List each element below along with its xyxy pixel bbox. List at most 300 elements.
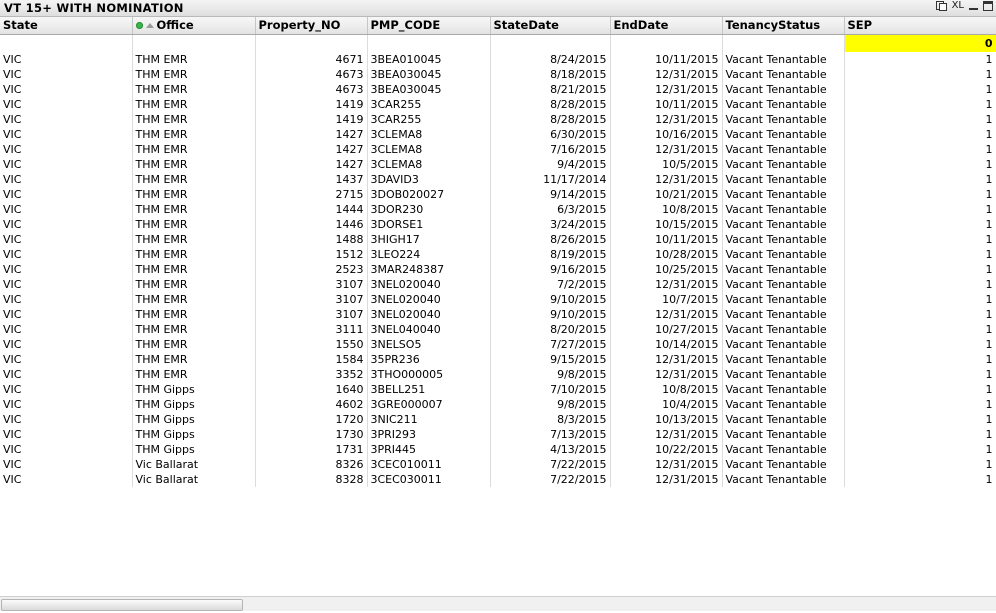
cell-pmp-code: 3HIGH17 (367, 232, 490, 247)
cell-enddate: 10/27/2015 (610, 322, 722, 337)
table-row[interactable] (0, 472, 996, 487)
column-header-pmp-code-label: PMP_CODE (370, 18, 441, 32)
table-row[interactable] (0, 397, 996, 412)
cell-enddate: 12/31/2015 (610, 277, 722, 292)
cell-state: VIC (0, 187, 132, 202)
cell-tenancystatus: Vacant Tenantable (722, 397, 844, 412)
cell-pmp-code: 3CLEMA8 (367, 127, 490, 142)
cell-pmp-code: 3CEC030011 (367, 472, 490, 487)
table-row[interactable] (0, 277, 996, 292)
cell-pmp-code: 3NEL020040 (367, 277, 490, 292)
cell-enddate: 10/25/2015 (610, 262, 722, 277)
cell-sep: 1 (844, 232, 996, 247)
cell-tenancystatus: Vacant Tenantable (722, 412, 844, 427)
cell-office: THM Gipps (132, 442, 255, 457)
cell-tenancystatus: Vacant Tenantable (722, 97, 844, 112)
cell-tenancystatus: Vacant Tenantable (722, 292, 844, 307)
cell-pmp-code: 3NEL020040 (367, 292, 490, 307)
cell-pmp-code: 3CLEMA8 (367, 142, 490, 157)
cell-pmp-code: 3PRI445 (367, 442, 490, 457)
cell-pmp-code: 3MAR248387 (367, 262, 490, 277)
cell-property-no: 4673 (255, 82, 367, 97)
cell-property-no: 3107 (255, 307, 367, 322)
table-row[interactable] (0, 427, 996, 442)
cell-pmp-code: 3PRI293 (367, 427, 490, 442)
cell-property-no: 1419 (255, 97, 367, 112)
cell-statedate: 8/26/2015 (490, 232, 610, 247)
cell-state: VIC (0, 67, 132, 82)
maximize-glyph (983, 1, 993, 11)
total-enddate-cell (610, 35, 722, 53)
cell-statedate: 7/16/2015 (490, 142, 610, 157)
column-header-enddate-label: EndDate (613, 18, 669, 32)
cell-state: VIC (0, 97, 132, 112)
cell-tenancystatus: Vacant Tenantable (722, 247, 844, 262)
cell-tenancystatus: Vacant Tenantable (722, 307, 844, 322)
cell-pmp-code: 3NELSO5 (367, 337, 490, 352)
cell-enddate: 10/11/2015 (610, 52, 722, 67)
cell-sep: 1 (844, 67, 996, 82)
table-row[interactable] (0, 382, 996, 397)
cell-state: VIC (0, 52, 132, 67)
cell-tenancystatus: Vacant Tenantable (722, 187, 844, 202)
column-header-office[interactable] (132, 17, 255, 35)
cell-enddate: 12/31/2015 (610, 307, 722, 322)
cell-office: THM EMR (132, 337, 255, 352)
cell-statedate: 9/16/2015 (490, 262, 610, 277)
cell-property-no: 3107 (255, 292, 367, 307)
cell-enddate: 12/31/2015 (610, 472, 722, 487)
cell-tenancystatus: Vacant Tenantable (722, 337, 844, 352)
cell-office: THM EMR (132, 247, 255, 262)
window-controls (936, 1, 993, 11)
horizontal-scrollbar[interactable] (0, 596, 996, 611)
cell-sep: 1 (844, 307, 996, 322)
header-row (0, 17, 996, 35)
cell-pmp-code: 3CEC010011 (367, 457, 490, 472)
column-header-tenancystatus[interactable] (722, 17, 844, 35)
cell-sep: 1 (844, 277, 996, 292)
table-row[interactable] (0, 172, 996, 187)
restore-window-glyph (936, 1, 947, 11)
cell-state: VIC (0, 142, 132, 157)
table-row[interactable] (0, 67, 996, 82)
cell-pmp-code: 3NEL020040 (367, 307, 490, 322)
cell-office: THM EMR (132, 262, 255, 277)
column-header-property-no-label: Property_NO (258, 18, 341, 32)
cell-office: THM EMR (132, 352, 255, 367)
cell-state: VIC (0, 292, 132, 307)
cell-office: THM EMR (132, 202, 255, 217)
cell-statedate: 8/21/2015 (490, 82, 610, 97)
cell-statedate: 6/30/2015 (490, 127, 610, 142)
cell-office: Vic Ballarat (132, 472, 255, 487)
cell-enddate: 12/31/2015 (610, 172, 722, 187)
cell-tenancystatus: Vacant Tenantable (722, 352, 844, 367)
table-row[interactable] (0, 262, 996, 277)
cell-state: VIC (0, 367, 132, 382)
cell-office: THM EMR (132, 127, 255, 142)
cell-property-no: 3107 (255, 277, 367, 292)
cell-statedate: 7/10/2015 (490, 382, 610, 397)
table-row[interactable] (0, 442, 996, 457)
cell-tenancystatus: Vacant Tenantable (722, 112, 844, 127)
table-row[interactable] (0, 97, 996, 112)
cell-state: VIC (0, 202, 132, 217)
cell-property-no: 1720 (255, 412, 367, 427)
cell-enddate: 10/4/2015 (610, 397, 722, 412)
cell-property-no: 1419 (255, 112, 367, 127)
cell-office: THM Gipps (132, 412, 255, 427)
cell-state: VIC (0, 127, 132, 142)
cell-statedate: 8/28/2015 (490, 97, 610, 112)
cell-sep: 1 (844, 217, 996, 232)
column-header-sep-label: SEP (847, 18, 873, 32)
table-row[interactable] (0, 112, 996, 127)
cell-office: THM EMR (132, 232, 255, 247)
column-header-statedate-label: StateDate (493, 18, 559, 32)
cell-pmp-code: 3BEA010045 (367, 52, 490, 67)
column-header-state[interactable] (0, 17, 132, 35)
cell-sep: 1 (844, 112, 996, 127)
cell-property-no: 3111 (255, 322, 367, 337)
cell-sep: 1 (844, 142, 996, 157)
cell-enddate: 10/14/2015 (610, 337, 722, 352)
cell-pmp-code: 3CLEMA8 (367, 157, 490, 172)
cell-office: THM EMR (132, 322, 255, 337)
cell-tenancystatus: Vacant Tenantable (722, 232, 844, 247)
cell-property-no: 1550 (255, 337, 367, 352)
cell-tenancystatus: Vacant Tenantable (722, 262, 844, 277)
sort-ascending-icon (146, 23, 154, 28)
cell-pmp-code: 3NIC211 (367, 412, 490, 427)
cell-tenancystatus: Vacant Tenantable (722, 172, 844, 187)
cell-property-no: 8326 (255, 457, 367, 472)
cell-state: VIC (0, 247, 132, 262)
cell-office: THM EMR (132, 112, 255, 127)
cell-statedate: 8/18/2015 (490, 67, 610, 82)
cell-tenancystatus: Vacant Tenantable (722, 67, 844, 82)
total-sep-cell: 0 (844, 35, 996, 53)
report-grid-container[interactable] (0, 17, 996, 611)
total-property-no-cell (255, 35, 367, 53)
cell-sep: 1 (844, 457, 996, 472)
cell-enddate: 12/31/2015 (610, 142, 722, 157)
total-pmp-code-cell (367, 35, 490, 53)
cell-property-no: 4602 (255, 397, 367, 412)
cell-sep: 1 (844, 262, 996, 277)
cell-statedate: 4/13/2015 (490, 442, 610, 457)
table-row[interactable] (0, 352, 996, 367)
cell-office: THM Gipps (132, 382, 255, 397)
cell-pmp-code: 35PR236 (367, 352, 490, 367)
cell-tenancystatus: Vacant Tenantable (722, 217, 844, 232)
cell-sep: 1 (844, 127, 996, 142)
cell-property-no: 1444 (255, 202, 367, 217)
cell-tenancystatus: Vacant Tenantable (722, 82, 844, 97)
cell-statedate: 11/17/2014 (490, 172, 610, 187)
cell-statedate: 7/13/2015 (490, 427, 610, 442)
cell-property-no: 2715 (255, 187, 367, 202)
cell-sep: 1 (844, 382, 996, 397)
cell-enddate: 12/31/2015 (610, 112, 722, 127)
cell-enddate: 10/5/2015 (610, 157, 722, 172)
cell-enddate: 10/21/2015 (610, 187, 722, 202)
cell-property-no: 1512 (255, 247, 367, 262)
cell-enddate: 10/11/2015 (610, 232, 722, 247)
cell-state: VIC (0, 262, 132, 277)
table-row[interactable] (0, 187, 996, 202)
cell-sep: 1 (844, 322, 996, 337)
column-header-tenancystatus-label: TenancyStatus (725, 18, 821, 32)
cell-enddate: 12/31/2015 (610, 457, 722, 472)
cell-statedate: 9/8/2015 (490, 367, 610, 382)
table-row[interactable] (0, 322, 996, 337)
cell-tenancystatus: Vacant Tenantable (722, 382, 844, 397)
cell-sep: 1 (844, 427, 996, 442)
column-header-property-no[interactable] (255, 17, 367, 35)
table-row[interactable] (0, 52, 996, 67)
cell-state: VIC (0, 112, 132, 127)
cell-state: VIC (0, 427, 132, 442)
column-header-state-label: State (3, 18, 38, 32)
cell-office: THM Gipps (132, 427, 255, 442)
cell-sep: 1 (844, 172, 996, 187)
cell-tenancystatus: Vacant Tenantable (722, 367, 844, 382)
cell-state: VIC (0, 217, 132, 232)
cell-property-no: 4671 (255, 52, 367, 67)
cell-pmp-code: 3BELL251 (367, 382, 490, 397)
cell-office: THM EMR (132, 217, 255, 232)
cell-statedate: 8/3/2015 (490, 412, 610, 427)
cell-office: THM EMR (132, 52, 255, 67)
cell-enddate: 12/31/2015 (610, 427, 722, 442)
minimize-glyph (969, 1, 978, 11)
cell-enddate: 10/8/2015 (610, 382, 722, 397)
cell-enddate: 12/31/2015 (610, 352, 722, 367)
cell-statedate: 8/28/2015 (490, 112, 610, 127)
cell-pmp-code: 3CAR255 (367, 112, 490, 127)
cell-tenancystatus: Vacant Tenantable (722, 427, 844, 442)
cell-office: THM EMR (132, 67, 255, 82)
cell-tenancystatus: Vacant Tenantable (722, 442, 844, 457)
horizontal-scrollbar-thumb[interactable] (1, 599, 243, 611)
cell-statedate: 7/2/2015 (490, 277, 610, 292)
cell-office: THM EMR (132, 142, 255, 157)
total-statedate-cell (490, 35, 610, 53)
cell-office: THM EMR (132, 172, 255, 187)
cell-pmp-code: 3CAR255 (367, 97, 490, 112)
cell-sep: 1 (844, 337, 996, 352)
cell-tenancystatus: Vacant Tenantable (722, 277, 844, 292)
table-row[interactable] (0, 457, 996, 472)
cell-state: VIC (0, 382, 132, 397)
table-row[interactable] (0, 127, 996, 142)
cell-state: VIC (0, 307, 132, 322)
cell-statedate: 8/19/2015 (490, 247, 610, 262)
window-title: VT 15+ WITH NOMINATION (4, 1, 184, 15)
cell-sep: 1 (844, 82, 996, 97)
cell-office: THM EMR (132, 307, 255, 322)
cell-tenancystatus: Vacant Tenantable (722, 127, 844, 142)
column-header-office-label: Office (156, 18, 194, 32)
cell-state: VIC (0, 472, 132, 487)
table-row[interactable] (0, 412, 996, 427)
column-header-sep[interactable] (844, 17, 996, 35)
cell-property-no: 1427 (255, 142, 367, 157)
cell-office: THM EMR (132, 367, 255, 382)
table-row[interactable] (0, 367, 996, 382)
cell-statedate: 7/22/2015 (490, 472, 610, 487)
cell-office: Vic Ballarat (132, 457, 255, 472)
table-body (0, 35, 996, 488)
report-table (0, 17, 996, 487)
cell-property-no: 1427 (255, 127, 367, 142)
cell-property-no: 3352 (255, 367, 367, 382)
cell-property-no: 1731 (255, 442, 367, 457)
cell-statedate: 9/14/2015 (490, 187, 610, 202)
window-titlebar (0, 0, 996, 17)
cell-state: VIC (0, 232, 132, 247)
column-header-pmp-code[interactable] (367, 17, 490, 35)
cell-pmp-code: 3BEA030045 (367, 67, 490, 82)
cell-statedate: 9/10/2015 (490, 307, 610, 322)
maximize-icon[interactable] (983, 1, 993, 11)
cell-office: THM EMR (132, 97, 255, 112)
cell-sep: 1 (844, 397, 996, 412)
table-row[interactable] (0, 247, 996, 262)
table-row[interactable] (0, 157, 996, 172)
cell-statedate: 9/10/2015 (490, 292, 610, 307)
cell-property-no: 1584 (255, 352, 367, 367)
cell-property-no: 1488 (255, 232, 367, 247)
cell-tenancystatus: Vacant Tenantable (722, 142, 844, 157)
table-row[interactable] (0, 142, 996, 157)
table-row[interactable] (0, 202, 996, 217)
cell-statedate: 9/15/2015 (490, 352, 610, 367)
cell-sep: 1 (844, 352, 996, 367)
cell-state: VIC (0, 457, 132, 472)
total-row (0, 35, 996, 53)
cell-tenancystatus: Vacant Tenantable (722, 322, 844, 337)
cell-state: VIC (0, 412, 132, 427)
cell-office: THM EMR (132, 277, 255, 292)
cell-tenancystatus: Vacant Tenantable (722, 472, 844, 487)
cell-property-no: 4673 (255, 67, 367, 82)
table-row[interactable] (0, 82, 996, 97)
cell-sep: 1 (844, 52, 996, 67)
table-row[interactable] (0, 292, 996, 307)
cell-office: THM EMR (132, 157, 255, 172)
cell-office: THM Gipps (132, 397, 255, 412)
cell-state: VIC (0, 172, 132, 187)
cell-tenancystatus: Vacant Tenantable (722, 202, 844, 217)
cell-enddate: 10/8/2015 (610, 202, 722, 217)
cell-property-no: 1640 (255, 382, 367, 397)
cell-pmp-code: 3NEL040040 (367, 322, 490, 337)
cell-tenancystatus: Vacant Tenantable (722, 52, 844, 67)
table-row[interactable] (0, 337, 996, 352)
cell-pmp-code: 3DAVID3 (367, 172, 490, 187)
export-excel-icon[interactable]: XL (951, 0, 964, 11)
cell-sep: 1 (844, 247, 996, 262)
cell-state: VIC (0, 442, 132, 457)
cell-pmp-code: 3LEO224 (367, 247, 490, 262)
total-office-cell (132, 35, 255, 53)
cell-property-no: 1446 (255, 217, 367, 232)
table-header (0, 17, 996, 35)
cell-enddate: 12/31/2015 (610, 367, 722, 382)
cell-statedate: 9/8/2015 (490, 397, 610, 412)
cell-office: THM EMR (132, 292, 255, 307)
cell-property-no: 2523 (255, 262, 367, 277)
cell-sep: 1 (844, 442, 996, 457)
cell-office: THM EMR (132, 187, 255, 202)
sort-active-indicator-icon (136, 22, 143, 29)
column-header-enddate[interactable] (610, 17, 722, 35)
cell-tenancystatus: Vacant Tenantable (722, 457, 844, 472)
cell-state: VIC (0, 397, 132, 412)
cell-sep: 1 (844, 97, 996, 112)
cell-sep: 1 (844, 292, 996, 307)
cell-property-no: 1437 (255, 172, 367, 187)
table-row[interactable] (0, 232, 996, 247)
cell-state: VIC (0, 157, 132, 172)
cell-pmp-code: 3DOR230 (367, 202, 490, 217)
cell-enddate: 10/22/2015 (610, 442, 722, 457)
cell-pmp-code: 3DOB020027 (367, 187, 490, 202)
cell-state: VIC (0, 82, 132, 97)
table-row[interactable] (0, 217, 996, 232)
column-header-statedate[interactable] (490, 17, 610, 35)
cell-pmp-code: 3BEA030045 (367, 82, 490, 97)
cell-statedate: 9/4/2015 (490, 157, 610, 172)
cell-sep: 1 (844, 412, 996, 427)
cell-statedate: 6/3/2015 (490, 202, 610, 217)
minimize-icon[interactable] (969, 1, 978, 11)
cell-statedate: 7/22/2015 (490, 457, 610, 472)
cell-enddate: 10/16/2015 (610, 127, 722, 142)
cell-sep: 1 (844, 187, 996, 202)
cell-statedate: 8/24/2015 (490, 52, 610, 67)
cell-state: VIC (0, 337, 132, 352)
cell-enddate: 12/31/2015 (610, 67, 722, 82)
cell-sep: 1 (844, 472, 996, 487)
cell-statedate: 3/24/2015 (490, 217, 610, 232)
cell-pmp-code: 3GRE000007 (367, 397, 490, 412)
cell-enddate: 10/11/2015 (610, 97, 722, 112)
cell-enddate: 10/13/2015 (610, 412, 722, 427)
cell-statedate: 8/20/2015 (490, 322, 610, 337)
table-row[interactable] (0, 307, 996, 322)
cell-property-no: 1730 (255, 427, 367, 442)
cell-enddate: 10/15/2015 (610, 217, 722, 232)
cell-property-no: 1427 (255, 157, 367, 172)
cell-enddate: 10/7/2015 (610, 292, 722, 307)
cell-property-no: 8328 (255, 472, 367, 487)
cell-sep: 1 (844, 202, 996, 217)
cell-enddate: 10/28/2015 (610, 247, 722, 262)
cell-state: VIC (0, 322, 132, 337)
cell-state: VIC (0, 277, 132, 292)
cell-office: THM EMR (132, 82, 255, 97)
total-tenancystatus-cell (722, 35, 844, 53)
cell-pmp-code: 3THO000005 (367, 367, 490, 382)
restore-window-icon[interactable] (936, 1, 947, 11)
cell-enddate: 12/31/2015 (610, 82, 722, 97)
cell-state: VIC (0, 352, 132, 367)
cell-tenancystatus: Vacant Tenantable (722, 157, 844, 172)
